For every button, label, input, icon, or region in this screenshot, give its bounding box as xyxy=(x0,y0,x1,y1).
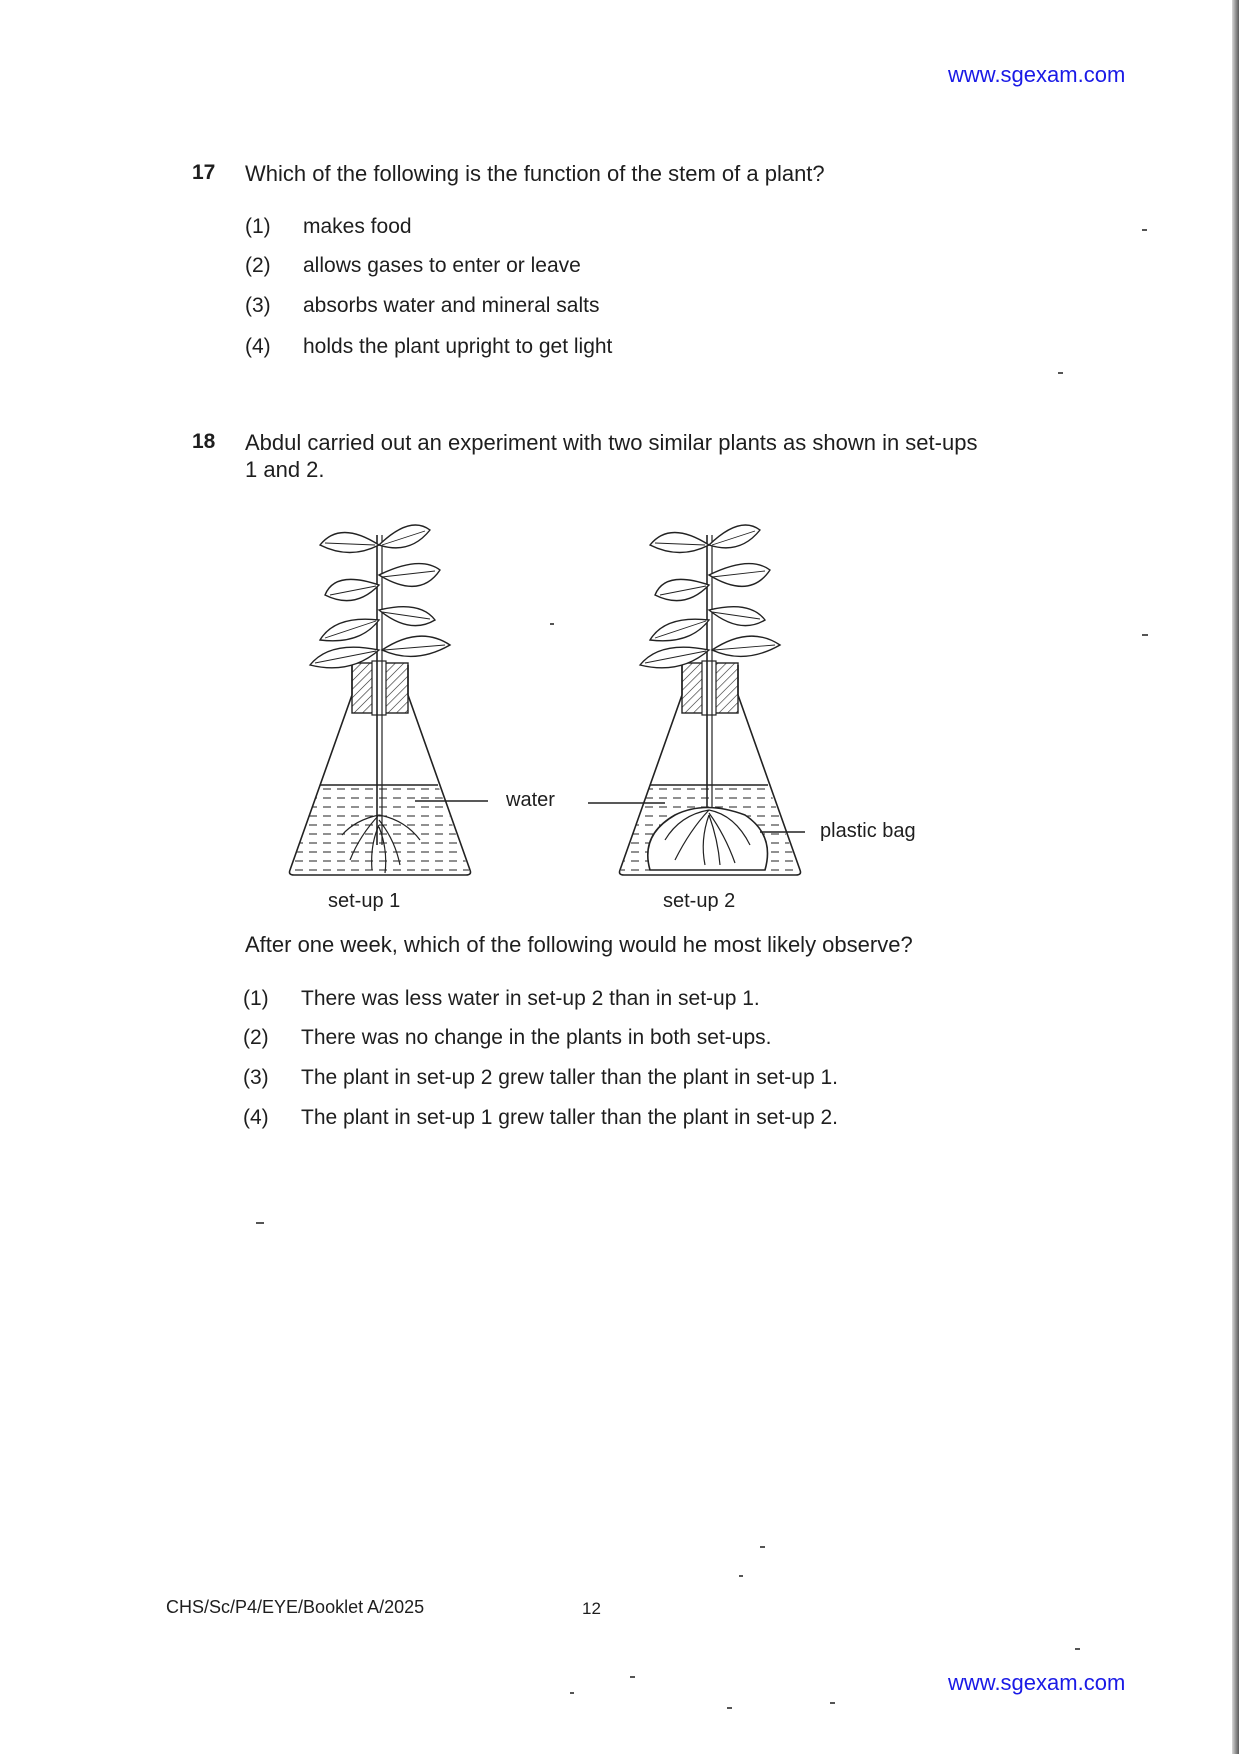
setup-2-flask xyxy=(620,525,801,875)
option-number: (3) xyxy=(245,294,271,317)
option-number: (2) xyxy=(245,254,271,277)
footer-page-number: 12 xyxy=(582,1599,601,1618)
scan-speck xyxy=(830,1702,835,1704)
scan-speck xyxy=(727,1707,732,1709)
scan-speck xyxy=(1142,634,1148,636)
option-text: The plant in set-up 1 grew taller than the plant in set-up 2. xyxy=(301,1106,838,1129)
option-number: (3) xyxy=(243,1066,269,1089)
scan-speck xyxy=(760,1546,765,1548)
question-18-number: 18 xyxy=(192,430,216,453)
option-text: There was less water in set-up 2 than in set-up 1. xyxy=(301,987,760,1010)
label-water: water xyxy=(506,789,555,811)
label-setup-2: set-up 2 xyxy=(663,890,736,912)
scan-speck xyxy=(739,1575,743,1577)
option-text: The plant in set-up 2 grew taller than the plant in set-up 1. xyxy=(301,1066,838,1089)
option-number: (2) xyxy=(243,1026,269,1049)
scan-speck xyxy=(256,1222,264,1224)
website-link-bottom[interactable]: www.sgexam.com xyxy=(948,1670,1126,1695)
option-number: (4) xyxy=(245,335,271,358)
option-text: allows gases to enter or leave xyxy=(303,254,581,277)
scan-speck xyxy=(1142,229,1147,231)
label-plastic-bag: plastic bag xyxy=(820,820,916,842)
option-number: (1) xyxy=(245,215,271,238)
option-text: There was no change in the plants in both set-ups. xyxy=(301,1026,772,1049)
scan-speck xyxy=(1058,372,1063,374)
website-link-top[interactable]: www.sgexam.com xyxy=(948,62,1126,87)
question-18-text: Abdul carried out an experiment with two similar plants as shown in set-ups 1 and 2. xyxy=(245,430,978,482)
scan-edge xyxy=(1232,0,1239,1754)
option-text: absorbs water and mineral salts xyxy=(303,294,600,317)
option-text: holds the plant upright to get light xyxy=(303,335,613,358)
footer-booklet-code: CHS/Sc/P4/EYE/Booklet A/2025 xyxy=(166,1597,425,1617)
option-number: (1) xyxy=(243,987,269,1010)
label-setup-1: set-up 1 xyxy=(328,890,401,912)
scan-speck xyxy=(1075,1648,1080,1650)
option-text: makes food xyxy=(303,215,412,238)
question-17-number: 17 xyxy=(192,161,216,184)
option-number: (4) xyxy=(243,1106,269,1129)
setup-1-flask xyxy=(290,525,471,875)
scan-speck xyxy=(630,1676,635,1678)
question-17-text: Which of the following is the function of the stem of a plant? xyxy=(245,161,825,186)
scan-speck xyxy=(550,623,554,625)
scan-speck xyxy=(570,1692,574,1694)
experiment-figure xyxy=(280,515,960,915)
question-18-followup: After one week, which of the following would he most likely observe? xyxy=(245,932,913,957)
